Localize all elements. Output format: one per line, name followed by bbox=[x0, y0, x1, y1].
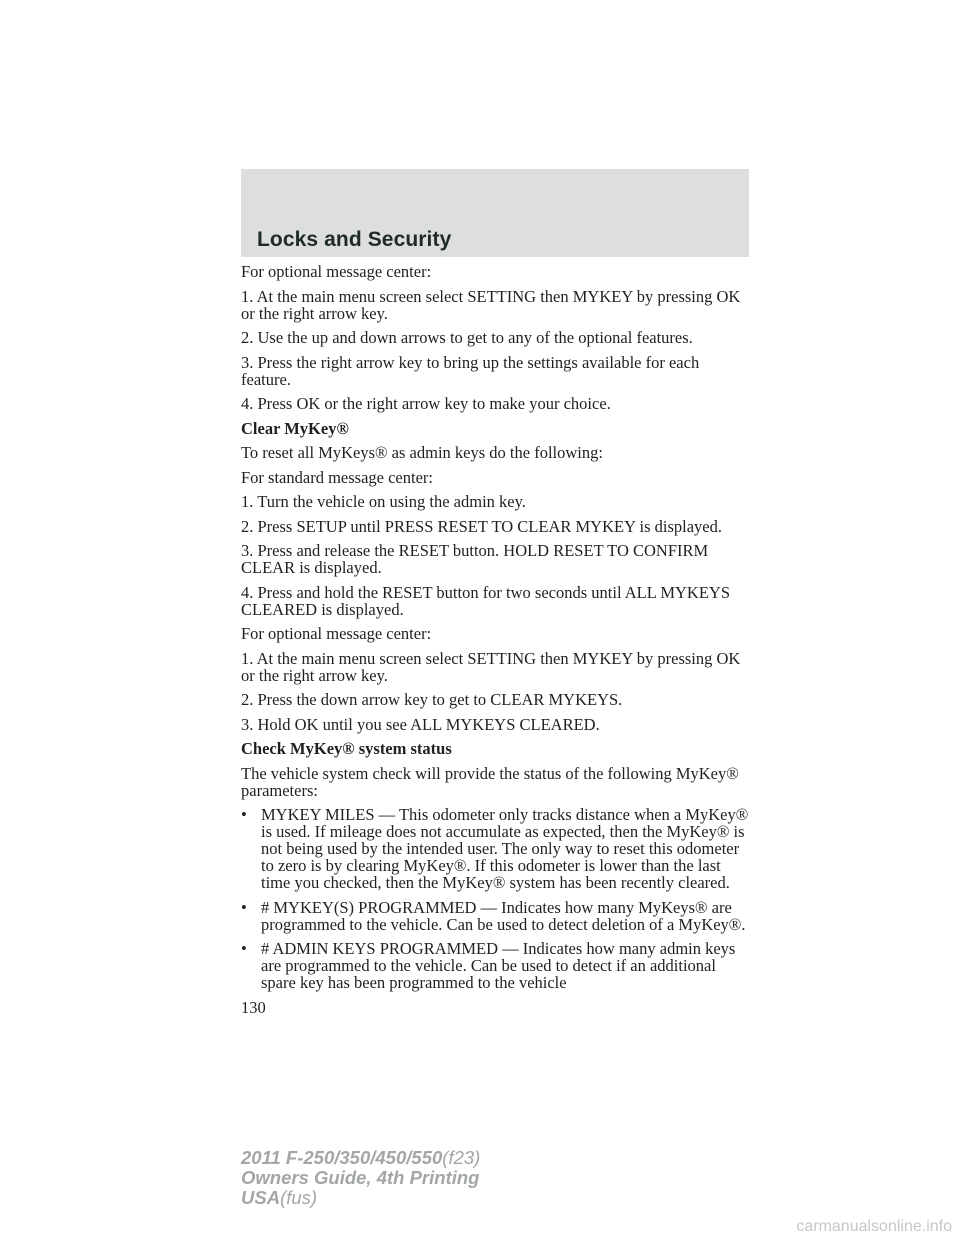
bullet-text: # ADMIN KEYS PROGRAMMED — Indicates how many admin keys are programmed to the vehicle. Can be used to detect if an additional spare key has been programmed to the vehicle bbox=[261, 939, 736, 992]
bullet-item bbox=[241, 899, 751, 933]
section-header bbox=[241, 169, 749, 257]
step-item: 3. Press and release the RESET button. HOLD RESET TO CONFIRM CLEAR is displayed. bbox=[241, 541, 709, 577]
footer-model-code: (f23) bbox=[442, 1147, 481, 1168]
footer-printing: Owners Guide, 4th Printing bbox=[241, 1167, 480, 1188]
paragraph: For optional message center: bbox=[241, 262, 432, 281]
step-item: 4. Press and hold the RESET button for two seconds until ALL MYKEYS CLEARED is displayed. bbox=[241, 582, 731, 619]
footer-region-code: (fus) bbox=[280, 1187, 318, 1208]
step-item: 2. Press SETUP until PRESS RESET TO CLEAR MYKEY is displayed. bbox=[241, 516, 722, 536]
footer-region: USA bbox=[241, 1187, 281, 1208]
paragraph: For optional message center: bbox=[241, 624, 432, 643]
section-title: Locks and Security bbox=[257, 228, 452, 251]
footer-model: 2011 F-250/350/450/550 bbox=[241, 1147, 443, 1168]
footer-model-line bbox=[241, 1148, 480, 1168]
subheading-clear-mykey: Clear MyKey® bbox=[241, 418, 349, 438]
bullet-text: # MYKEY(S) PROGRAMMED — Indicates how many MyKeys® are programmed to the vehicle. Can be used to detect deletion of a MyKey®. bbox=[261, 897, 746, 934]
bullet-icon: • bbox=[241, 897, 247, 917]
bullet-text: MYKEY MILES — This odometer only tracks distance when a MyKey® is used. If mileage does not accumulate as expected, then the MyKey® is not being used by the intended user. The only way to reset this odometer to zero is by clearing MyKey®. If this odometer is lower than the last time you checked, then the MyKey® system has been recently cleared. bbox=[261, 805, 749, 892]
bullet-item bbox=[241, 940, 751, 991]
paragraph: For standard message center: bbox=[241, 467, 433, 487]
step-item: 2. Use the up and down arrows to get to any of the optional features. bbox=[241, 328, 693, 347]
bullet-item bbox=[241, 806, 751, 891]
subheading-check-status: Check MyKey® system status bbox=[241, 739, 452, 758]
step-item: 3. Hold OK until you see ALL MYKEYS CLEARED. bbox=[241, 714, 600, 734]
footer-region-line bbox=[241, 1188, 480, 1208]
page-number: 130 bbox=[241, 997, 266, 1017]
step-item: 3. Press the right arrow key to bring up the settings available for each feature. bbox=[241, 352, 700, 389]
step-item: 4. Press OK or the right arrow key to make your choice. bbox=[241, 394, 611, 413]
step-item: 1. At the main menu screen select SETTING then MYKEY by pressing OK or the right arrow key. bbox=[241, 648, 741, 685]
step-item: 2. Press the down arrow key to get to CLEAR MYKEYS. bbox=[241, 690, 623, 709]
bullet-icon: • bbox=[241, 939, 247, 958]
page-content bbox=[241, 263, 751, 1016]
step-item: 1. Turn the vehicle on using the admin key. bbox=[241, 492, 526, 511]
document-footer bbox=[241, 1148, 480, 1208]
paragraph: To reset all MyKeys® as admin keys do the following: bbox=[241, 443, 603, 462]
bullet-icon: • bbox=[241, 805, 247, 824]
paragraph: The vehicle system check will provide the status of the following MyKey® parameters: bbox=[241, 763, 739, 800]
step-item: 1. At the main menu screen select SETTING then MYKEY by pressing OK or the right arrow key. bbox=[241, 286, 741, 323]
watermark-link[interactable]: carmanualsonline.info bbox=[796, 1218, 952, 1235]
